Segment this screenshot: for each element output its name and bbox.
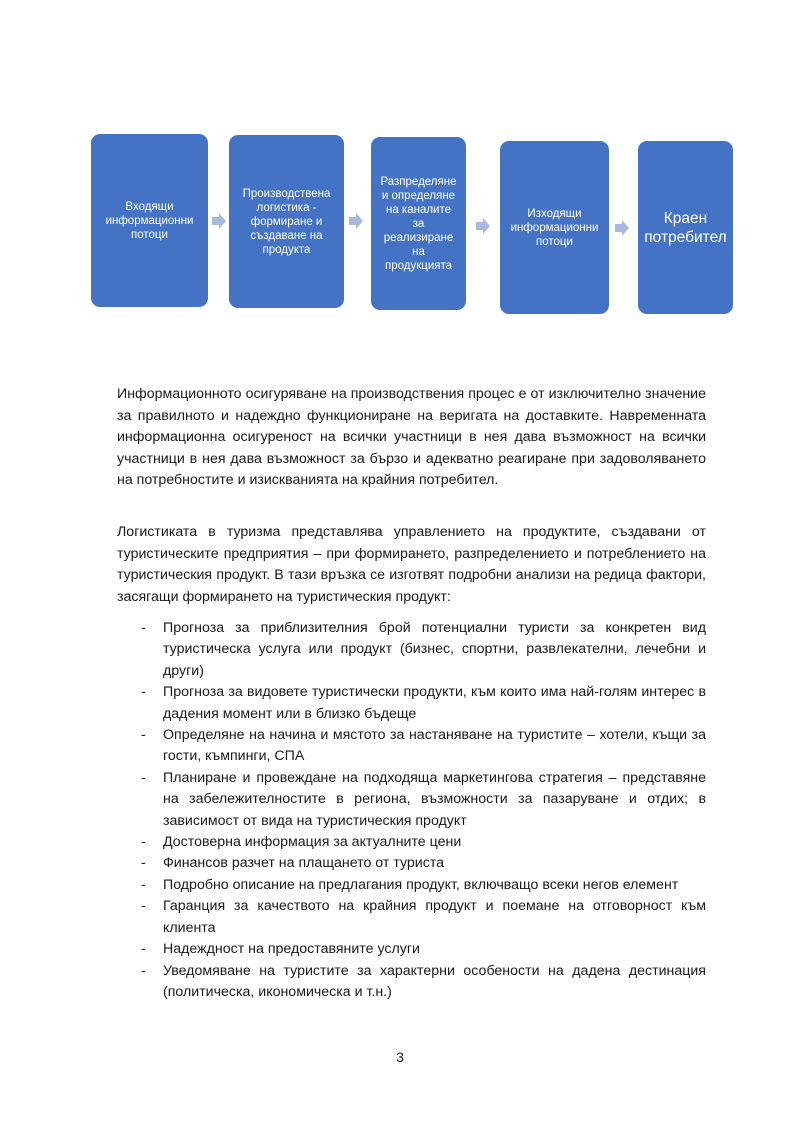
arrow-right-icon: [212, 213, 226, 229]
list-item: - Прогноза за приблизителния брой потенциални туристи за конкретен вид туристическа услуга или продукт (бизнес, спортни, развлекателни, лечебни и други): [141, 620, 706, 679]
list-bullet: -: [141, 962, 146, 979]
flow-box-label: Разпределяне и определяне на каналите за реализиране на продукцията: [380, 175, 457, 272]
list-item: - Планиране и провеждане на подходяща маркетингова стратегия – представяне на забележителностите в региона, възможности за пазаруване и отдих; в зависимост от вида на туристическия продукт: [141, 769, 706, 829]
flow-box-label: Краен потребител: [644, 209, 727, 246]
list-bullet: -: [141, 834, 146, 851]
list-bullet: -: [141, 855, 146, 872]
flow-box-label: Входящи информационни потоци: [105, 200, 194, 241]
flow-box-end-consumer: [638, 141, 733, 314]
list-item: - Достоверна информация за актуалните цени: [117, 832, 706, 853]
flow-box-production-logistics: [229, 135, 344, 308]
flow-box-label: Производствена логистика - формиране и създаване на продукта: [242, 187, 331, 256]
list-bullet: -: [141, 620, 146, 636]
list-bullet: -: [141, 898, 146, 915]
flow-box-distribution-channels: [371, 137, 466, 310]
list-item: - Уведомяване на туристите за характерни особености на дадена дестинация (политическа, икономическа и т.н.): [141, 962, 706, 1000]
list-item: - Финансов разчет на плащането от туриста: [117, 853, 706, 874]
list-bullet: -: [141, 727, 146, 744]
list-bullet: -: [141, 684, 146, 701]
paragraph-tourism-logistics: Логистиката в туризма представлява управлението на продуктите, създавани от туристическите предприятия – при формирането, разпределението и потреблението на туристическия продукт. В тази връзка се изготвят подробни анализи на редица фактори, засягащи формирането на туристическия продукт:: [117, 524, 706, 605]
flow-box-outgoing-info: [500, 141, 609, 314]
arrow-right-icon: [476, 218, 490, 234]
factors-list: [117, 618, 706, 1003]
list-item: - Подробно описание на предлагания продукт, включващо всеки негов елемент: [117, 875, 706, 896]
list-bullet: -: [141, 876, 146, 893]
arrow-right-icon: [615, 220, 629, 236]
page-number: 3: [396, 1049, 404, 1065]
process-flowchart: [0, 0, 800, 340]
list-item: - Прогноза за видовете туристически продукти, към които има най-голям интерес в дадения момент или в близко бъдеще: [141, 684, 706, 722]
flow-box-incoming-info: [91, 134, 208, 307]
list-item: - Гаранция за качеството на крайния продукт и поемане на отговорност към клиента: [141, 898, 706, 936]
list-bullet: -: [141, 769, 146, 786]
list-item: - Надеждност на предоставяните услуги: [117, 939, 706, 960]
arrow-right-icon: [349, 213, 363, 229]
flow-box-label: Изходящи информационни потоци: [510, 207, 599, 248]
list-item: - Определяне на начина и мястото за настаняване на туристите – хотели, къщи за гости, къмпинги, СПА: [141, 727, 706, 765]
list-bullet: -: [141, 941, 146, 958]
paragraph-information-support: Информационното осигуряване на производствения процес е от изключително значение за правилното и надеждно функциониране на веригата на доставките. Навременната информационна осигуреност на всички участници в нея дава възможност на всички участници в нея дава възможност за бързо и адекватно реагиране при задоволяването на потребностите и изискванията на крайния потребител.: [117, 386, 706, 489]
